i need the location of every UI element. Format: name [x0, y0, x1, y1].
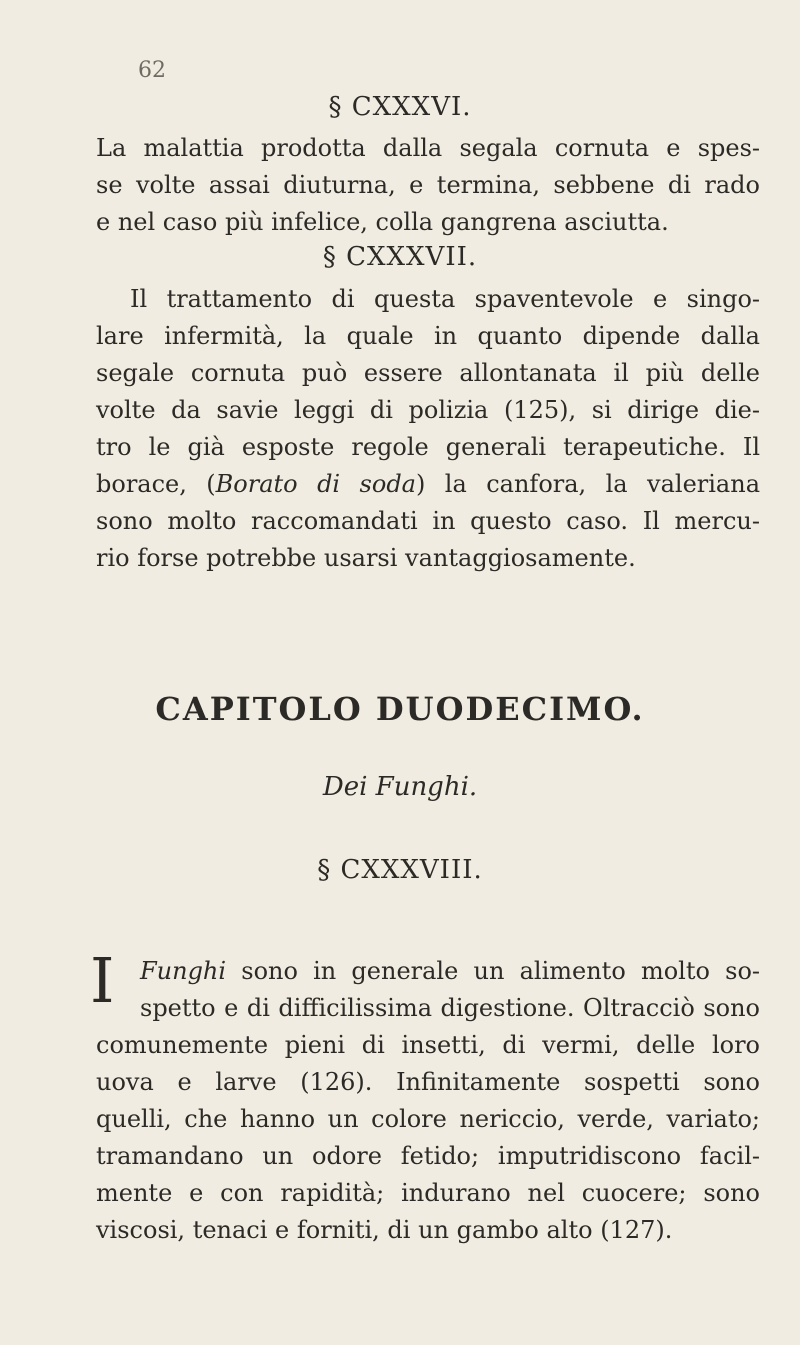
section-136-text — [96, 130, 760, 241]
text-line: mente e con rapidità; indurano nel cuocere; sono — [96, 1179, 760, 1207]
section-138-text — [96, 1027, 760, 1249]
text-line: rio forse potrebbe usarsi vantaggiosamente. — [96, 544, 636, 572]
section-heading-136: § CXXXVI. — [328, 92, 472, 122]
section-heading-138: § CXXXVIII. — [317, 855, 483, 885]
chapter-subtitle: Dei Funghi. — [322, 772, 478, 802]
text-line: tro le già esposte regole generali terapeutiche. Il — [96, 433, 760, 461]
text-line: se volte assai diuturna, e termina, sebbene di rado — [96, 171, 760, 199]
text-line: viscosi, tenaci e forniti, di un gambo alto (127). — [96, 1216, 673, 1244]
text-line: Il trattamento di questa spaventevole e singo- — [130, 285, 760, 313]
text-line: lare infermità, la quale in quanto dipende dalla — [96, 322, 760, 350]
section-138-drop-text — [140, 953, 760, 1027]
text-line: sono molto raccomandati in questo caso. Il mercu- — [96, 507, 760, 535]
text-line: uova e larve (126). Infinitamente sospetti sono — [96, 1068, 760, 1096]
text-line: tramandano un odore fetido; imputridiscono facil- — [96, 1142, 760, 1170]
section-137-text — [96, 281, 760, 577]
section-heading-137: § CXXXVII. — [322, 242, 478, 272]
text-line: segale cornuta può essere allontanata il più delle — [96, 359, 760, 387]
text-line: borace, (Borato di soda) la canfora, la valeriana — [96, 470, 761, 498]
text-line: quelli, che hanno un colore nericcio, verde, variato; — [96, 1105, 760, 1133]
text-line: Funghi sono in generale un alimento molto so- — [140, 957, 760, 985]
text-line: La malattia prodotta dalla segala cornuta e spes- — [96, 134, 760, 162]
page-number: 62 — [138, 58, 166, 83]
drop-cap: I — [90, 944, 115, 1017]
text-line: e nel caso più infelice, colla gangrena asciutta. — [96, 208, 669, 236]
text-line: spetto e di difficilissima digestione. Oltracciò sono — [140, 994, 760, 1022]
text-line: comunemente pieni di insetti, di vermi, delle loro — [96, 1031, 760, 1059]
chapter-title: CAPITOLO DUODECIMO. — [155, 690, 645, 728]
text-line: volte da savie leggi di polizia (125), si dirige die- — [96, 396, 760, 424]
